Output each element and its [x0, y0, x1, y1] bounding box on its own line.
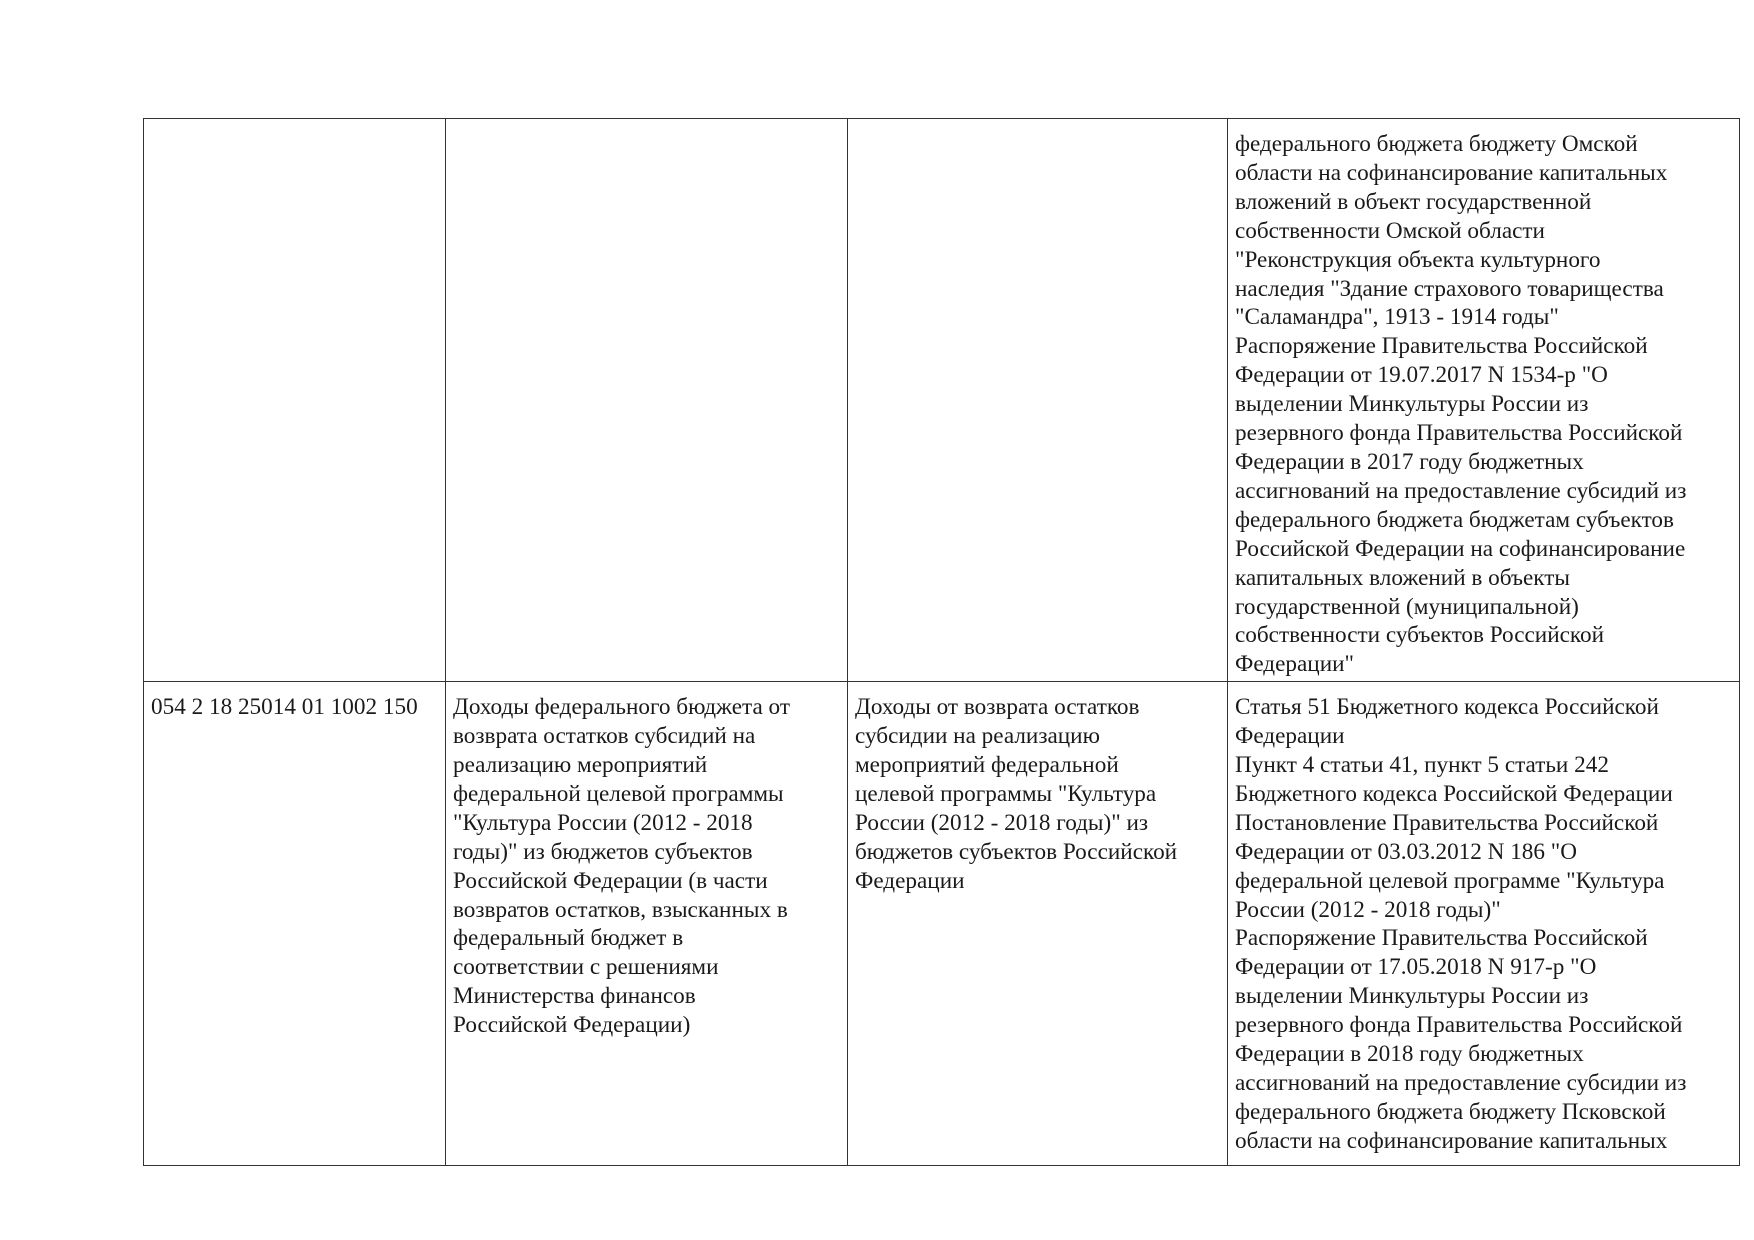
code-cell: 054 2 18 25014 01 1002 150 — [144, 682, 446, 1166]
text-line: возврата остатков субсидий на — [453, 723, 756, 750]
text-line: Доходы федерального бюджета от — [453, 694, 790, 721]
legal-basis-cell — [1228, 119, 1740, 682]
legal-basis-cell — [1228, 682, 1740, 1166]
text-line: возвратов остатков, взысканных в — [453, 896, 788, 923]
text-line: "Реконструкция объекта культурного — [1235, 246, 1601, 273]
text-line: Федерации от 19.07.2017 N 1534-р "О — [1235, 362, 1608, 389]
text-line: Доходы от возврата остатков — [855, 694, 1140, 721]
text-line: бюджетов субъектов Российской — [855, 838, 1178, 865]
budget-classification-table — [143, 118, 1740, 1166]
text-line: федерального бюджета бюджету Псковской — [1235, 1098, 1666, 1125]
text-line: государственной (муниципальной) — [1235, 593, 1579, 620]
text-line: субсидии на реализацию — [855, 723, 1100, 750]
text-line: Федерации — [855, 867, 965, 894]
text-line: соответствии с решениями — [453, 954, 719, 981]
text-line: Российской Федерации на софинансирование — [1235, 535, 1686, 562]
text-line: ассигнований на предоставление субсидии из — [1235, 1070, 1687, 1096]
text-line: наследия "Здание страхового товарищества — [1235, 275, 1664, 302]
text-line: собственности Омской области — [1235, 217, 1545, 244]
text-line: Министерства финансов — [453, 983, 696, 1010]
text-line: Федерации в 2017 году бюджетных — [1235, 448, 1584, 475]
text-line: федеральной целевой программе "Культура — [1235, 867, 1665, 894]
text-line: федерального бюджета бюджету Омской — [1235, 131, 1638, 157]
text-line: собственности субъектов Российской — [1235, 622, 1605, 649]
text-line: выделении Минкультуры России из — [1235, 391, 1589, 418]
revenue-name-cell — [446, 682, 848, 1166]
text-line: Бюджетного кодекса Российской Федерации — [1235, 780, 1673, 807]
revenue-name-cell — [446, 119, 848, 682]
text-line: Федерации от 17.05.2018 N 917-р "О — [1235, 954, 1597, 981]
table-row — [144, 682, 1740, 1166]
text-line: Российской Федерации (в части — [453, 867, 768, 894]
text-line: Постановление Правительства Российской — [1235, 809, 1659, 836]
text-line: федерального бюджета бюджетам субъектов — [1235, 506, 1674, 533]
text-line: области на софинансирование капитальных — [1235, 1127, 1668, 1154]
text-line: годы)" из бюджетов субъектов — [453, 838, 753, 865]
text-line: Российской Федерации) — [453, 1012, 691, 1039]
text-line: России (2012 - 2018 годы)" — [1235, 896, 1501, 923]
text-line: резервного фонда Правительства Российской — [1235, 1012, 1683, 1039]
text-line: Федерации" — [1235, 651, 1354, 678]
text-line: ассигнований на предоставление субсидий из — [1235, 477, 1687, 504]
text-line: Пункт 4 статьи 41, пункт 5 статьи 242 — [1235, 752, 1609, 779]
text-line: "Культура России (2012 - 2018 — [453, 809, 753, 836]
text-line: реализацию мероприятий — [453, 752, 708, 779]
text-line: Федерации в 2018 году бюджетных — [1235, 1041, 1584, 1068]
text-line: "Саламандра", 1913 - 1914 годы" — [1235, 304, 1559, 331]
text-line: федеральной целевой программы — [453, 780, 784, 807]
text-line: вложений в объект государственной — [1235, 188, 1592, 215]
text-line: Федерации — [1235, 723, 1345, 750]
revenue-description-cell — [848, 119, 1228, 682]
text-line: федеральный бюджет в — [453, 925, 684, 952]
text-line: России (2012 - 2018 годы)" из — [855, 809, 1149, 836]
text-line: Распоряжение Правительства Российской — [1235, 925, 1648, 952]
text-line: резервного фонда Правительства Российской — [1235, 420, 1683, 447]
text-line: выделении Минкультуры России из — [1235, 983, 1589, 1010]
code-cell — [144, 119, 446, 682]
text-line: Статья 51 Бюджетного кодекса Российской — [1235, 694, 1659, 721]
text-line: мероприятий федеральной — [855, 752, 1119, 779]
revenue-description-cell — [848, 682, 1228, 1166]
text-line: Федерации от 03.03.2012 N 186 "О — [1235, 838, 1577, 865]
text-line: области на софинансирование капитальных — [1235, 159, 1668, 186]
text-line: целевой программы "Культура — [855, 780, 1157, 807]
text-line: Распоряжение Правительства Российской — [1235, 333, 1648, 360]
text-line: капитальных вложений в объекты — [1235, 564, 1570, 591]
table-row — [144, 119, 1740, 682]
